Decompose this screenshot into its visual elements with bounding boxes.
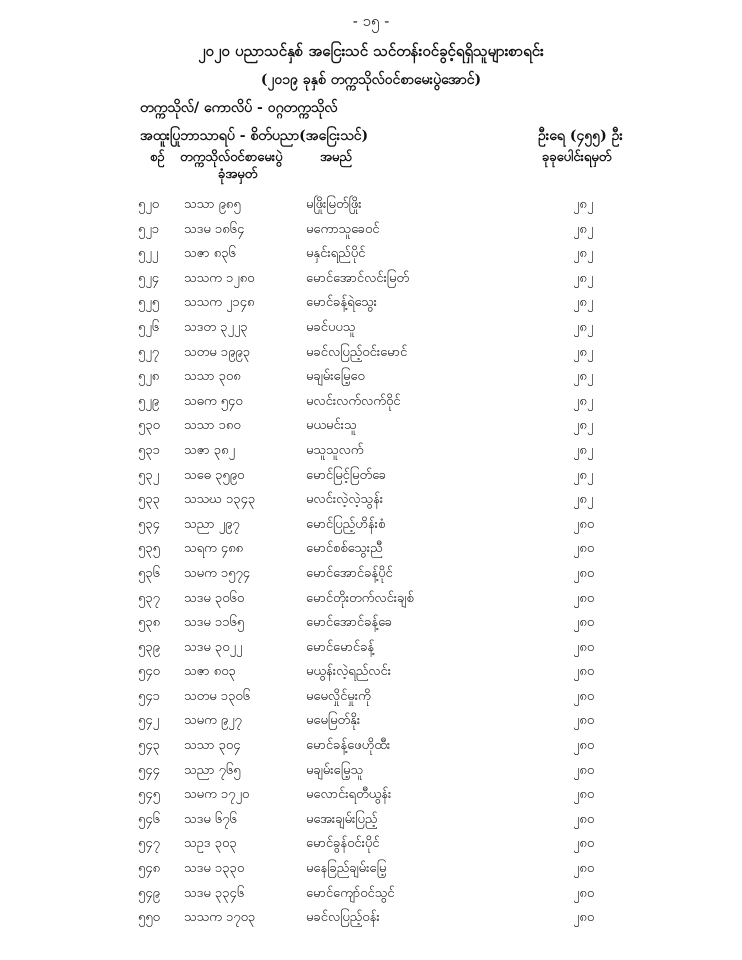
roll-number: သဇာ ၈၃၆ [184,246,236,262]
table-row [0,833,742,858]
row-number: ၅၄၃ [138,738,160,754]
row-number: ၅၄၄ [138,762,160,778]
table-row [0,514,742,539]
roll-number: သဒတ ၃၂၂၃ [184,319,248,335]
student-name: မခင်ပပသူ [306,319,356,335]
table-row [0,317,742,342]
student-name: မောင်ခွန်ဝင်းပိုင် [306,836,380,852]
roll-number: သဒမ ၃၀၂၂ [184,639,243,655]
table-row [0,858,742,883]
document-title: ၂၀၂၀ ပညာသင်နှစ် အငြေးသင် သင်တန်းဝင်ခွင့်ရရှိသူများစာရင်း [198,42,544,60]
roll-number: သမက ၁၇၂၀ [184,787,250,803]
student-name: မလင်းလက်လက်ဝိုင် [306,393,401,409]
total-mark: ၂၈၀ [573,713,595,729]
total-mark: ၂၈၀ [573,541,595,557]
total-mark: ၂၈၂ [573,246,594,262]
student-name: မောင်ခန့်ရဲသွေး [306,295,377,311]
column-header-name: အမည် [320,150,352,165]
row-number: ၅၂၆ [138,319,160,335]
column-header-mark: ခုခုပေါင်းရမှတ် [542,150,612,165]
table-row [0,907,742,932]
total-mark: ၂၈၂ [573,492,594,508]
row-number: ၅၂၁ [138,221,160,237]
table-row [0,219,742,244]
row-number: ၅၂၇ [138,344,160,360]
table-row [0,465,742,490]
row-number: ၅၃၂ [138,467,160,483]
table-row [0,710,742,735]
student-name: မောင်ခန့်ဖေဟိုထီး [306,738,391,754]
roll-number: သသာ ၁၈၀ [184,418,241,434]
row-number: ၅၄၉ [138,885,160,901]
roll-number: သဇာ ၈၀၃ [184,664,236,680]
total-mark: ၂၈၀ [573,762,595,778]
roll-number: သညာ ၂၉၇ [184,516,240,532]
student-name: မောင်တိုးတက်လင်းချစ် [306,590,414,606]
column-header-roll-line2: ခုံအမှတ် [218,167,258,182]
total-mark: ၂၈၂ [573,270,594,286]
student-name: မနှင်းရည်ပိုင် [306,246,366,262]
total-mark: ၂၈၂ [573,319,594,335]
student-count: ဦးရေ (၄၅၅) ဦး [538,128,623,144]
row-number: ၅၃၇ [138,590,160,606]
table-row [0,268,742,293]
student-name: မချမ်းမြေ့ဝေ [306,369,365,385]
roll-number: သညာ ၇၆၅ [184,762,241,778]
student-name: မလောင်းရတီယွန်း [306,787,392,803]
total-mark: ၂၈၀ [573,590,595,606]
row-number: ၅၄၇ [138,836,160,852]
roll-number: သတမ ၁၉၉၃ [184,344,251,360]
row-number: ၅၄၈ [138,861,161,877]
total-mark: ၂၈၀ [573,615,595,631]
student-name: မောင်အောင်လင်းမြတ် [306,270,410,286]
student-name: မသူသူလက် [306,442,364,458]
student-name: မယမင်းသူ [306,418,357,434]
table-row [0,661,742,686]
table-row [0,243,742,268]
row-number: ၅၃၉ [138,639,160,655]
university-line: တက္ကသိုလ်/ ကောလိပ် - ဝဂ္ဂတက္ကသိုလ် [140,100,338,116]
table-row [0,391,742,416]
row-number: ၅၂၂ [138,246,159,262]
column-header-no: စဉ် [150,150,165,165]
total-mark: ၂၈၀ [573,910,595,926]
table-row [0,563,742,588]
row-number: ၅၂၉ [138,393,160,409]
table-row [0,686,742,711]
roll-number: သသက ၂၁၄၈ [184,295,255,311]
student-name: မမေလှိုင်မှုးကို [306,688,371,704]
row-number: ၅၂၈ [138,369,160,385]
table-row [0,292,742,317]
total-mark: ၂၈၂ [573,418,594,434]
student-name: မောင်ကျော်ဝင်သွင် [306,885,395,901]
table-row [0,415,742,440]
total-mark: ၂၈၂ [573,442,594,458]
column-header-roll: တက္ကသိုလ်ဝင်စာမေးပွဲ [180,150,283,165]
student-name: မောင်မြင့်မြတ်ခေ [306,467,386,483]
total-mark: ၂၈၂ [573,221,594,237]
table-row [0,637,742,662]
roll-number: သသာ ၃၀၄ [184,738,241,754]
student-list [0,194,742,932]
roll-number: သတမ ၁၃၀၆ [184,688,251,704]
row-number: ၅၂၅ [138,295,160,311]
table-row [0,784,742,809]
student-name: မောင်မောင်ခန့် [306,639,375,655]
roll-number: သသာ ၃၀၈ [184,369,241,385]
total-mark: ၂၈၂ [573,393,594,409]
roll-number: သဒမ ၁၁၆၅ [184,615,245,631]
row-number: ၅၄၅ [138,787,160,803]
roll-number: သမက ၁၅၇၄ [184,565,251,581]
student-name: မောင်ပြည့်ဟိန်းစံ [306,516,386,532]
student-name: မယွန်းလဲ့ရည်လင်း [306,664,391,680]
row-number: ၅၃၃ [138,492,160,508]
roll-number: သသဃ ၁၃၄၃ [184,492,256,508]
row-number: ၅၄၆ [138,811,160,827]
table-row [0,440,742,465]
student-name: မမေမြတ်နိုး [306,713,361,729]
row-number: ၅၃၆ [138,565,160,581]
student-name: မခင်လပြည့်ဝန်း [306,910,380,926]
table-row [0,194,742,219]
roll-number: သသက ၁၇၀၃ [184,910,256,926]
table-row [0,612,742,637]
table-row [0,883,742,908]
table-row [0,366,742,391]
table-row [0,735,742,760]
student-name: မောင်စစ်သွေးညီ [306,541,383,557]
total-mark: ၂၈၂ [573,369,594,385]
roll-number: သဒမ ၁၈၆၄ [184,221,245,237]
total-mark: ၂၈၂ [573,344,594,360]
total-mark: ၂၈၂ [573,467,594,483]
total-mark: ၂၈၀ [573,565,595,581]
row-number: ၅၄၂ [138,713,160,729]
total-mark: ၂၈၀ [573,811,595,827]
student-name: မအေးချမ်းပြည့် [306,811,378,827]
student-name: မောင်အောင်ခန့်ခေ [306,615,392,631]
row-number: ၅၃၈ [138,615,161,631]
document-subtitle: (၂၀၁၉ ခုနှစ် တက္ကသိုလ်ဝင်စာမေးပွဲအောင်) [260,72,482,88]
row-number: ၅၃၁ [138,442,160,458]
roll-number: သဓက ၅၄၀ [184,393,243,409]
student-name: မနေခြည်ချမ်းမြေ့ [306,861,387,877]
page-number: - ၁၅ - [352,12,390,30]
roll-number: သဒမ ၃၃၄၆ [184,885,245,901]
roll-number: သမက ၉၂၇ [184,713,242,729]
table-row [0,489,742,514]
student-name: မခင်လပြည့်ဝင်းမောင် [306,344,408,360]
row-number: ၅၃၀ [138,418,160,434]
row-number: ၅၃၄ [138,516,160,532]
row-number: ၅၃၅ [138,541,160,557]
total-mark: ၂၈၂ [573,295,594,311]
total-mark: ၂၈၀ [573,836,595,852]
student-name: မကောသူခေဝင် [306,221,380,237]
roll-number: သရက ၄၈၈ [184,541,244,557]
roll-number: သသာ ၉၈၅ [184,197,241,212]
total-mark: ၂၈၀ [573,516,595,532]
roll-number: သဓေ ၃၅၉၀ [184,467,245,483]
total-mark: ၂၈၀ [573,787,595,803]
roll-number: သသက ၁၂၈၀ [184,270,255,286]
total-mark: ၂၈၀ [573,861,595,877]
table-row [0,809,742,834]
row-number: ၅၅၀ [138,910,160,926]
table-row [0,760,742,785]
table-row [0,588,742,613]
total-mark: ၂၈၀ [573,885,595,901]
total-mark: ၂၈၀ [573,639,595,655]
student-name: မလင်းလဲ့လဲ့သွန်း [306,492,384,508]
table-row [0,538,742,563]
total-mark: ၂၈၂ [573,197,594,212]
roll-number: သဒမ ၃၀၆၀ [184,590,245,606]
student-name: မချမ်းမြေ့သူ [306,762,364,778]
major-subject: အထူးပြုဘာသာရပ် - စိတ်ပညာ(အငြေးသင်) [140,128,369,144]
row-number: ၅၄၁ [138,688,160,704]
total-mark: ၂၈၀ [573,664,595,680]
student-name: မောင်အောင်ခန့်ပိုင် [306,565,393,581]
row-number: ၅၂၄ [138,270,160,286]
student-name: မဖြိုးမြတ်ဖြိုး [306,197,362,212]
roll-number: သဒမ ၁၃၃၀ [184,861,245,877]
total-mark: ၂၈၀ [573,738,595,754]
row-number: ၅၂၀ [138,197,160,212]
roll-number: သဇာ ၃၈၂ [184,442,235,458]
roll-number: သဥဒ ၃၀၃ [184,836,237,852]
roll-number: သဒမ ၆၇၆ [184,811,237,827]
table-row [0,342,742,367]
total-mark: ၂၈၀ [573,688,595,704]
row-number: ၅၄၀ [138,664,160,680]
